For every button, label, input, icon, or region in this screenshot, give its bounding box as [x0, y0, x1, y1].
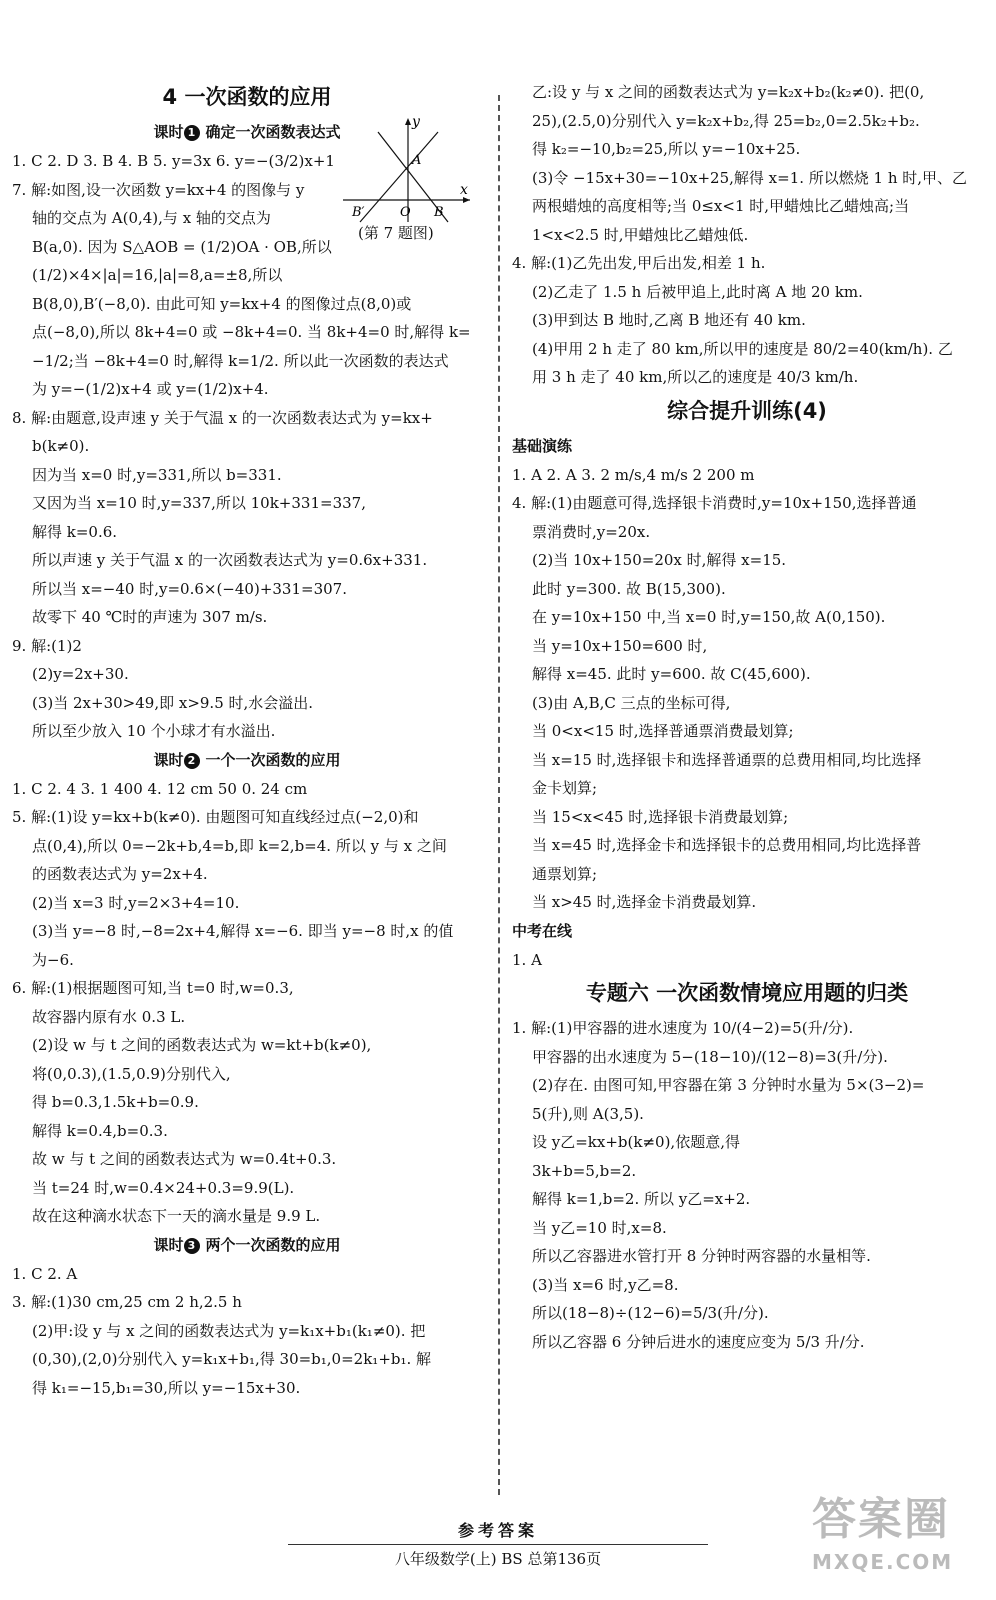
label-x: x — [460, 182, 468, 198]
answer-line: (2)存在. 由图可知,甲容器在第 3 分钟时水量为 5×(3−2)= — [532, 1076, 925, 1094]
lesson-title: 一个一次函数的应用 — [205, 750, 341, 769]
answer-line: (2)当 10x+150=20x 时,解得 x=15. — [532, 551, 787, 569]
watermark — [812, 1490, 982, 1580]
answer-line: 所以声速 y 关于气温 x 的一次函数表达式为 y=0.6x+331. — [32, 551, 428, 569]
label-y: y — [412, 114, 420, 130]
watermark-url: MXQE.COM — [812, 1550, 954, 1574]
right-column — [512, 78, 982, 1356]
answer-line: 得 k₁=−15,b₁=30,所以 y=−15x+30. — [32, 1378, 301, 1397]
answer-line: 当 15<x<45 时,选择银卡消费最划算; — [532, 807, 789, 826]
answer-line: (0,30),(2,0)分别代入 y=k₁x+b₁,得 30=b₁,0=2k₁+b₁. 解 — [32, 1350, 432, 1368]
answer-line: 故在这种滴水状态下一天的滴水量是 9.9 L. — [32, 1207, 321, 1225]
answer-line: 轴的交点为 A(0,4),与 x 轴的交点为 — [32, 209, 271, 227]
answer-line: 5. 解:(1)设 y=kx+b(k≠0). 由题图可知直线经过点(−2,0)和 — [12, 808, 419, 826]
figure-q7 — [338, 112, 473, 232]
lesson-1-heading: 课时 1 确定一次函数表达式 — [153, 123, 341, 141]
answer-line: 3k+b=5,b=2. — [532, 1161, 637, 1180]
answer-line: 1<x<2.5 时,甲蜡烛比乙蜡烛低. — [532, 225, 749, 244]
answer-line: 甲容器的出水速度为 5−(18−10)/(12−8)=3(升/分). — [532, 1047, 888, 1066]
answer-line: (2)设 w 与 t 之间的函数表达式为 w=kt+b(k≠0), — [32, 1036, 372, 1054]
answer-line: 设 y乙=kx+b(k≠0),依题意,得 — [532, 1133, 740, 1151]
answer-line: 当 x>45 时,选择金卡消费最划算. — [532, 893, 757, 911]
answer-line: 1. C 2. D 3. B 4. B 5. y=3x 6. y=−(3/2)x+1 — [12, 152, 335, 170]
answer-line: 为−6. — [32, 950, 74, 969]
answer-line: 两根蜡烛的高度相等;当 0≤x<1 时,甲蜡烛比乙蜡烛高;当 — [532, 197, 910, 215]
exam-online-label: 中考在线 — [512, 921, 573, 940]
answer-line: 当 0<x<15 时,选择普通票消费最划算; — [532, 722, 794, 740]
answer-line: (2)y=2x+30. — [32, 665, 129, 683]
answer-line: B(8,0),B′(−8,0). 由此可知 y=kx+4 的图像过点(8,0)或 — [32, 294, 412, 313]
label-b: B — [434, 205, 444, 220]
answer-line: 票消费时,y=20x. — [532, 522, 651, 541]
answer-line: 点(0,4),所以 0=−2k+b,4=b,即 k=2,b=4. 所以 y 与 x 之间 — [32, 836, 447, 855]
answer-line: 1. A 2. A 3. 2 m/s,4 m/s 2 200 m — [512, 465, 755, 484]
answers-continued — [512, 78, 982, 392]
answer-line: 解得 x=45. 此时 y=600. 故 C(45,600). — [532, 665, 811, 683]
answer-line: 在 y=10x+150 中,当 x=0 时,y=150,故 A(0,150). — [532, 608, 886, 626]
answer-line: 4. 解:(1)乙先出发,甲后出发,相差 1 h. — [512, 254, 766, 272]
answer-line: 当 x=45 时,选择金卡和选择银卡的总费用相同,均比选择普 — [532, 836, 922, 854]
answer-line: 解得 k=0.6. — [32, 522, 118, 541]
lesson-badge: 2 — [184, 753, 200, 769]
column-divider — [498, 95, 500, 1495]
answer-line: (3)令 −15x+30=−10x+25,解得 x=1. 所以燃烧 1 h 时,甲、乙 — [532, 168, 968, 187]
answer-line: (3)当 y=−8 时,−8=2x+4,解得 x=−6. 即当 y=−8 时,x 的值 — [32, 922, 454, 940]
lesson-badge: 1 — [184, 125, 200, 141]
watermark-title: 答案圈 — [812, 1494, 950, 1545]
label-o: O — [400, 205, 411, 220]
line-abp — [360, 132, 438, 222]
left-column — [12, 78, 482, 1402]
answer-line: (3)甲到达 B 地时,乙离 B 地还有 40 km. — [532, 311, 806, 329]
answer-line: B(a,0). 因为 S△AOB = (1/2)OA · OB,所以 — [32, 237, 332, 256]
answer-line: (3)当 x=6 时,y乙=8. — [532, 1275, 679, 1294]
answer-line: 4. 解:(1)由题意可得,选择银卡消费时,y=10x+150,选择普通 — [512, 494, 917, 512]
section-title: 4 一次函数的应用 — [162, 85, 332, 109]
answer-line: 所以(18−8)÷(12−6)=5/3(升/分). — [532, 1304, 769, 1322]
lesson-title: 确定一次函数表达式 — [205, 123, 341, 141]
answer-line: 乙:设 y 与 x 之间的函数表达式为 y=k₂x+b₂(k₂≠0). 把(0, — [532, 83, 925, 101]
answer-line: 得 k₂=−10,b₂=25,所以 y=−10x+25. — [532, 140, 801, 158]
exam-answer: 1. A — [512, 950, 542, 969]
answer-line: 解得 k=1,b=2. 所以 y乙=x+2. — [532, 1190, 751, 1208]
answer-line: 7. 解:如图,设一次函数 y=kx+4 的图像与 y — [12, 180, 305, 199]
answer-line: 的函数表达式为 y=2x+4. — [32, 865, 208, 883]
label-a: A — [412, 153, 422, 168]
section-title-3: 专题六 一次函数情境应用题的归类 — [585, 981, 909, 1005]
figure-caption: (第 7 题图) — [358, 224, 434, 242]
answer-line: 解得 k=0.4,b=0.3. — [32, 1121, 168, 1140]
answer-line: 6. 解:(1)根据题图可知,当 t=0 时,w=0.3, — [12, 979, 294, 997]
basic-practice-label: 基础演练 — [512, 436, 573, 455]
answer-line: −1/2;当 −8k+4=0 时,解得 k=1/2. 所以此一次函数的表达式 — [32, 351, 449, 370]
answer-line: 因为当 x=0 时,y=331,所以 b=331. — [32, 465, 282, 484]
answer-line: 所以至少放入 10 个小球才有水溢出. — [32, 722, 276, 740]
answer-line: 通票划算; — [532, 864, 598, 883]
answer-line: 1. C 2. A — [12, 1264, 78, 1283]
answer-line: 故 w 与 t 之间的函数表达式为 w=0.4t+0.3. — [32, 1150, 337, 1168]
lesson-3-heading: 课时 3 两个一次函数的应用 — [153, 1235, 341, 1254]
answer-line: 当 y=10x+150=600 时, — [532, 636, 708, 655]
answers-basic — [512, 461, 982, 917]
answers-lesson-3 — [12, 1260, 482, 1403]
answers-topic-6 — [512, 1014, 982, 1356]
answer-line: 用 3 h 走了 40 km,所以乙的速度是 40/3 km/h. — [532, 368, 859, 386]
answer-line: 将(0,0.3),(1.5,0.9)分别代入, — [32, 1064, 231, 1083]
answer-line: 又因为当 x=10 时,y=337,所以 10k+331=337, — [32, 494, 366, 512]
lesson-badge: 3 — [184, 1238, 200, 1254]
answer-line: (3)由 A,B,C 三点的坐标可得, — [532, 693, 731, 712]
answer-line: 25),(2.5,0)分别代入 y=k₂x+b₂,得 25=b₂,0=2.5k₂+b₂. — [532, 111, 920, 130]
answer-line: 当 x=15 时,选择银卡和选择普通票的总费用相同,均比选择 — [532, 750, 922, 769]
answer-line: 3. 解:(1)30 cm,25 cm 2 h,2.5 h — [12, 1293, 242, 1311]
answer-line: (4)甲用 2 h 走了 80 km,所以甲的速度是 80/2=40(km/h). 乙 — [532, 339, 953, 358]
answer-line: (2)甲:设 y 与 x 之间的函数表达式为 y=k₁x+b₁(k₁≠0). 把 — [32, 1321, 426, 1340]
answer-line: 9. 解:(1)2 — [12, 636, 82, 655]
answer-line: 1. 解:(1)甲容器的进水速度为 10/(4−2)=5(升/分). — [512, 1019, 854, 1037]
answer-line: (3)当 2x+30>49,即 x>9.5 时,水会溢出. — [32, 693, 314, 712]
answer-line: 为 y=−(1/2)x+4 或 y=(1/2)x+4. — [32, 380, 269, 398]
answer-line: 所以乙容器进水管打开 8 分钟时两容器的水量相等. — [532, 1247, 871, 1265]
footer-title: 参考答案 — [457, 1521, 538, 1540]
label-b-prime: B′ — [352, 205, 365, 220]
answer-line: b(k≠0). — [32, 437, 90, 455]
y-arrow — [405, 118, 411, 125]
answer-line: (2)乙走了 1.5 h 后被甲追上,此时离 A 地 20 km. — [532, 282, 863, 301]
lesson-title: 两个一次函数的应用 — [205, 1235, 341, 1254]
answer-line: 当 y乙=10 时,x=8. — [532, 1218, 667, 1237]
lesson-2-heading: 课时 2 一个一次函数的应用 — [153, 750, 341, 769]
answer-line: (2)当 x=3 时,y=2×3+4=10. — [32, 893, 240, 912]
footer-info: 八年级数学(上) BS 总第136页 — [394, 1550, 602, 1568]
answer-line: 所以乙容器 6 分钟后进水的速度应变为 5/3 升/分. — [532, 1332, 865, 1351]
section-title-2: 综合提升训练(4) — [667, 398, 827, 423]
answer-line: 8. 解:由题意,设声速 y 关于气温 x 的一次函数表达式为 y=kx+ — [12, 408, 433, 427]
answer-line: 5(升),则 A(3,5). — [532, 1104, 644, 1123]
answer-line: (1/2)×4×|a|=16,|a|=8,a=±8,所以 — [32, 266, 283, 284]
answer-line: 故容器内原有水 0.3 L. — [32, 1007, 186, 1026]
answer-line: 此时 y=300. 故 B(15,300). — [532, 579, 726, 598]
answer-line: 得 b=0.3,1.5k+b=0.9. — [32, 1093, 199, 1111]
answer-line: 当 t=24 时,w=0.4×24+0.3=9.9(L). — [32, 1178, 295, 1197]
answers-lesson-2 — [12, 775, 482, 1231]
answer-line: 点(−8,0),所以 8k+4=0 或 −8k+4=0. 当 8k+4=0 时,解得 k= — [32, 323, 471, 341]
footer-rule — [288, 1544, 708, 1545]
answer-line: 1. C 2. 4 3. 1 400 4. 12 cm 50 0. 24 cm — [12, 779, 308, 798]
answer-line: 金卡划算; — [532, 779, 598, 797]
answer-line: 所以当 x=−40 时,y=0.6×(−40)+331=307. — [32, 579, 347, 598]
answer-line: 故零下 40 ℃时的声速为 307 m/s. — [32, 608, 268, 626]
